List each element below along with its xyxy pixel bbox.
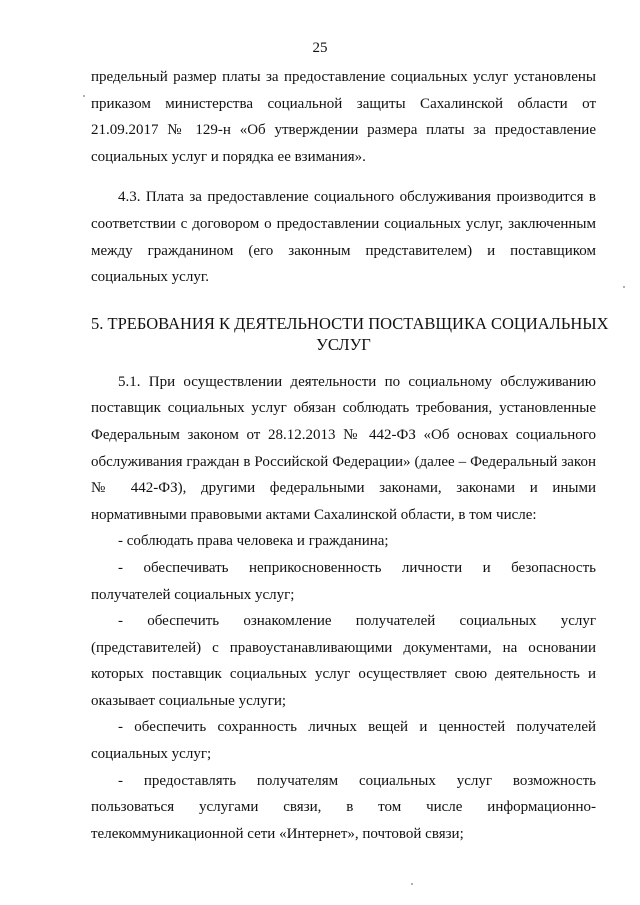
text-line: - обеспечить ознакомление получателей социальных услуг — [118, 613, 596, 630]
text-line: предельный размер платы за предоставление социальных услуг установлены — [91, 69, 596, 85]
text-line: - обеспечить сохранность личных вещей и ценностей получателей — [118, 719, 596, 736]
text-line: соответствии с договором о предоставлении социальных услуг, заключенным — [91, 215, 596, 232]
heading-line: УСЛУГ — [316, 334, 371, 354]
heading-line: 5. ТРЕБОВАНИЯ К ДЕЯТЕЛЬНОСТИ ПОСТАВЩИКА СОЦИАЛЬНЫХ — [91, 313, 609, 333]
text-line: - обеспечивать неприкосновенность личности и безопасность — [118, 559, 596, 576]
text-line: пользоваться услугами связи, в том числе информационно- — [91, 799, 596, 816]
list-item-communication — [91, 768, 596, 848]
text-line: которых поставщик социальных услуг осуществляет свою деятельность и — [91, 666, 596, 683]
text-line: между гражданином (его законным представителем) и поставщиком — [91, 242, 596, 259]
text-line: социальных услуг. — [91, 269, 210, 286]
text-line: обслуживания граждан в Российской Федерации» (далее – Федеральный закон — [91, 453, 596, 470]
text-line: приказом министерства социальной защиты Сахалинской области от — [91, 95, 596, 112]
spacer — [91, 291, 596, 313]
scan-speck — [411, 883, 413, 885]
list-item-safety — [91, 555, 596, 608]
spacer — [91, 355, 596, 369]
text-line: поставщик социальных услуг обязан соблюдать требования, установленные — [91, 400, 596, 417]
paragraph-4-3 — [91, 184, 596, 290]
paragraph-5-1 — [91, 369, 596, 529]
text-line: - предоставлять получателям социальных услуг возможность — [118, 772, 596, 789]
spacer — [91, 170, 596, 184]
text-line: телекоммуникационной сети «Интернет», почтовой связи; — [91, 825, 464, 842]
text-line: оказывает социальные услуги; — [91, 692, 287, 709]
text-line: № 442-ФЗ), другими федеральными законами, законами и иными — [91, 480, 596, 497]
text-line: нормативными правовыми актами Сахалинской области, в том числе: — [91, 506, 537, 523]
text-line: 21.09.2017 № 129-н «Об утверждении размера платы за предоставление — [91, 122, 596, 139]
paragraph-fee-order — [91, 64, 596, 170]
page-number: 25 — [312, 40, 328, 56]
text-line: 5.1. При осуществлении деятельности по социальному обслуживанию — [118, 373, 596, 390]
list-item-belongings — [91, 714, 596, 767]
text-line: социальных услуг; — [91, 746, 212, 763]
document-body — [91, 64, 609, 847]
scan-speck — [623, 286, 625, 288]
text-line: получателей социальных услуг; — [91, 586, 295, 603]
scan-speck — [83, 95, 85, 97]
text-line: социальных услуг и порядка ее взимания». — [91, 148, 366, 165]
text-line: Федеральным законом от 28.12.2013 № 442-ФЗ «Об основах социального — [91, 426, 596, 443]
section-heading — [91, 313, 609, 355]
list-item-familiarize — [91, 608, 596, 714]
text-line: - соблюдать права человека и гражданина; — [118, 533, 389, 550]
list-item-rights — [91, 528, 596, 555]
text-line: 4.3. Плата за предоставление социального обслуживания производится в — [118, 189, 596, 206]
text-line: (представителей) с правоустанавливающими документами, на основании — [91, 639, 596, 656]
